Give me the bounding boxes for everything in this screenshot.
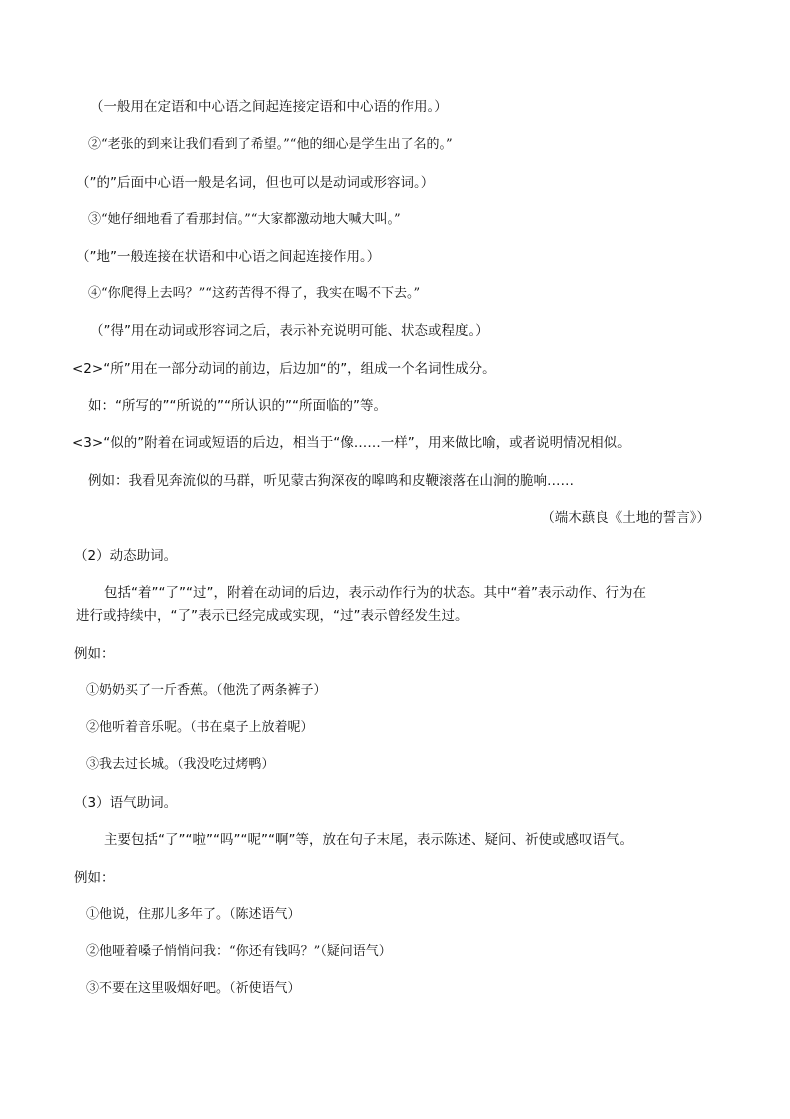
- text-line: ④“你爬得上去吗？”“这药苦得不得了，我实在喝不下去。”: [88, 286, 421, 301]
- text-line: 例如：我看见奔流似的马群，听见蒙古狗深夜的嗥鸣和皮鞭滚落在山涧的脆响……: [88, 473, 574, 489]
- text-line: 主要包括“了”“啦”“吗”“呢”“啊”等，放在句子末尾，表示陈述、疑问、祈使或感叹语气。: [104, 832, 633, 848]
- text-line: （”地”一般连接在状语和中心语之间起连接作用。）: [76, 249, 381, 265]
- text-line: 如：“所写的”“所说的”“所认识的”“所面临的”等。: [88, 398, 387, 414]
- example-item: ①奶奶买了一斤香蕉。（他洗了两条裤子）: [86, 683, 327, 698]
- section-heading: （2）动态助词。: [74, 548, 178, 564]
- example-item: ③我去过长城。（我没吃过烤鸭）: [86, 757, 275, 772]
- text-line: <3>“似的”附着在词或短语的后边，相当于“像……一样”，用来做比喻，或者说明情况相似。: [72, 435, 631, 451]
- section-heading: （3）语气助词。: [74, 795, 178, 811]
- text-line: 例如：: [74, 870, 115, 886]
- text-line: ②“老张的到来让我们看到了希望。”“他的细心是学生出了名的。”: [88, 137, 453, 152]
- example-item: ①他说，住那儿多年了。（陈述语气）: [86, 907, 301, 922]
- text-line: 例如：: [74, 646, 115, 662]
- text-line: ③“她仔细地看了看那封信。”“大家都激动地大喊大叫。”: [88, 212, 401, 227]
- text-line: （一般用在定语和中心语之间起连接定语和中心语的作用。）: [90, 99, 448, 115]
- example-item: ③不要在这里吸烟好吧。（祈使语气）: [86, 981, 301, 996]
- example-item: ②他哑着嗓子悄悄问我：“你还有钱吗？”（疑问语气）: [86, 944, 392, 959]
- example-item: ②他听着音乐呢。（书在桌子上放着呢）: [86, 720, 314, 735]
- text-line: （”的”后面中心语一般是名词，但也可以是动词或形容词。）: [76, 175, 435, 191]
- text-line: （”得”用在动词或形容词之后，表示补充说明可能、状态或程度。）: [90, 323, 489, 339]
- source-citation: （端木蕻良《土地的誓言》）: [541, 510, 710, 526]
- text-line: 进行或持续中，“了”表示已经完成或实现，“过”表示曾经发生过。: [76, 608, 469, 624]
- text-line: 包括“着”“了”“过”，附着在动词的后边，表示动作行为的状态。其中“着”表示动作、行为在: [104, 585, 646, 601]
- text-line: <2>“所”用在一部分动词的前边，后边加“的”，组成一个名词性成分。: [72, 361, 496, 377]
